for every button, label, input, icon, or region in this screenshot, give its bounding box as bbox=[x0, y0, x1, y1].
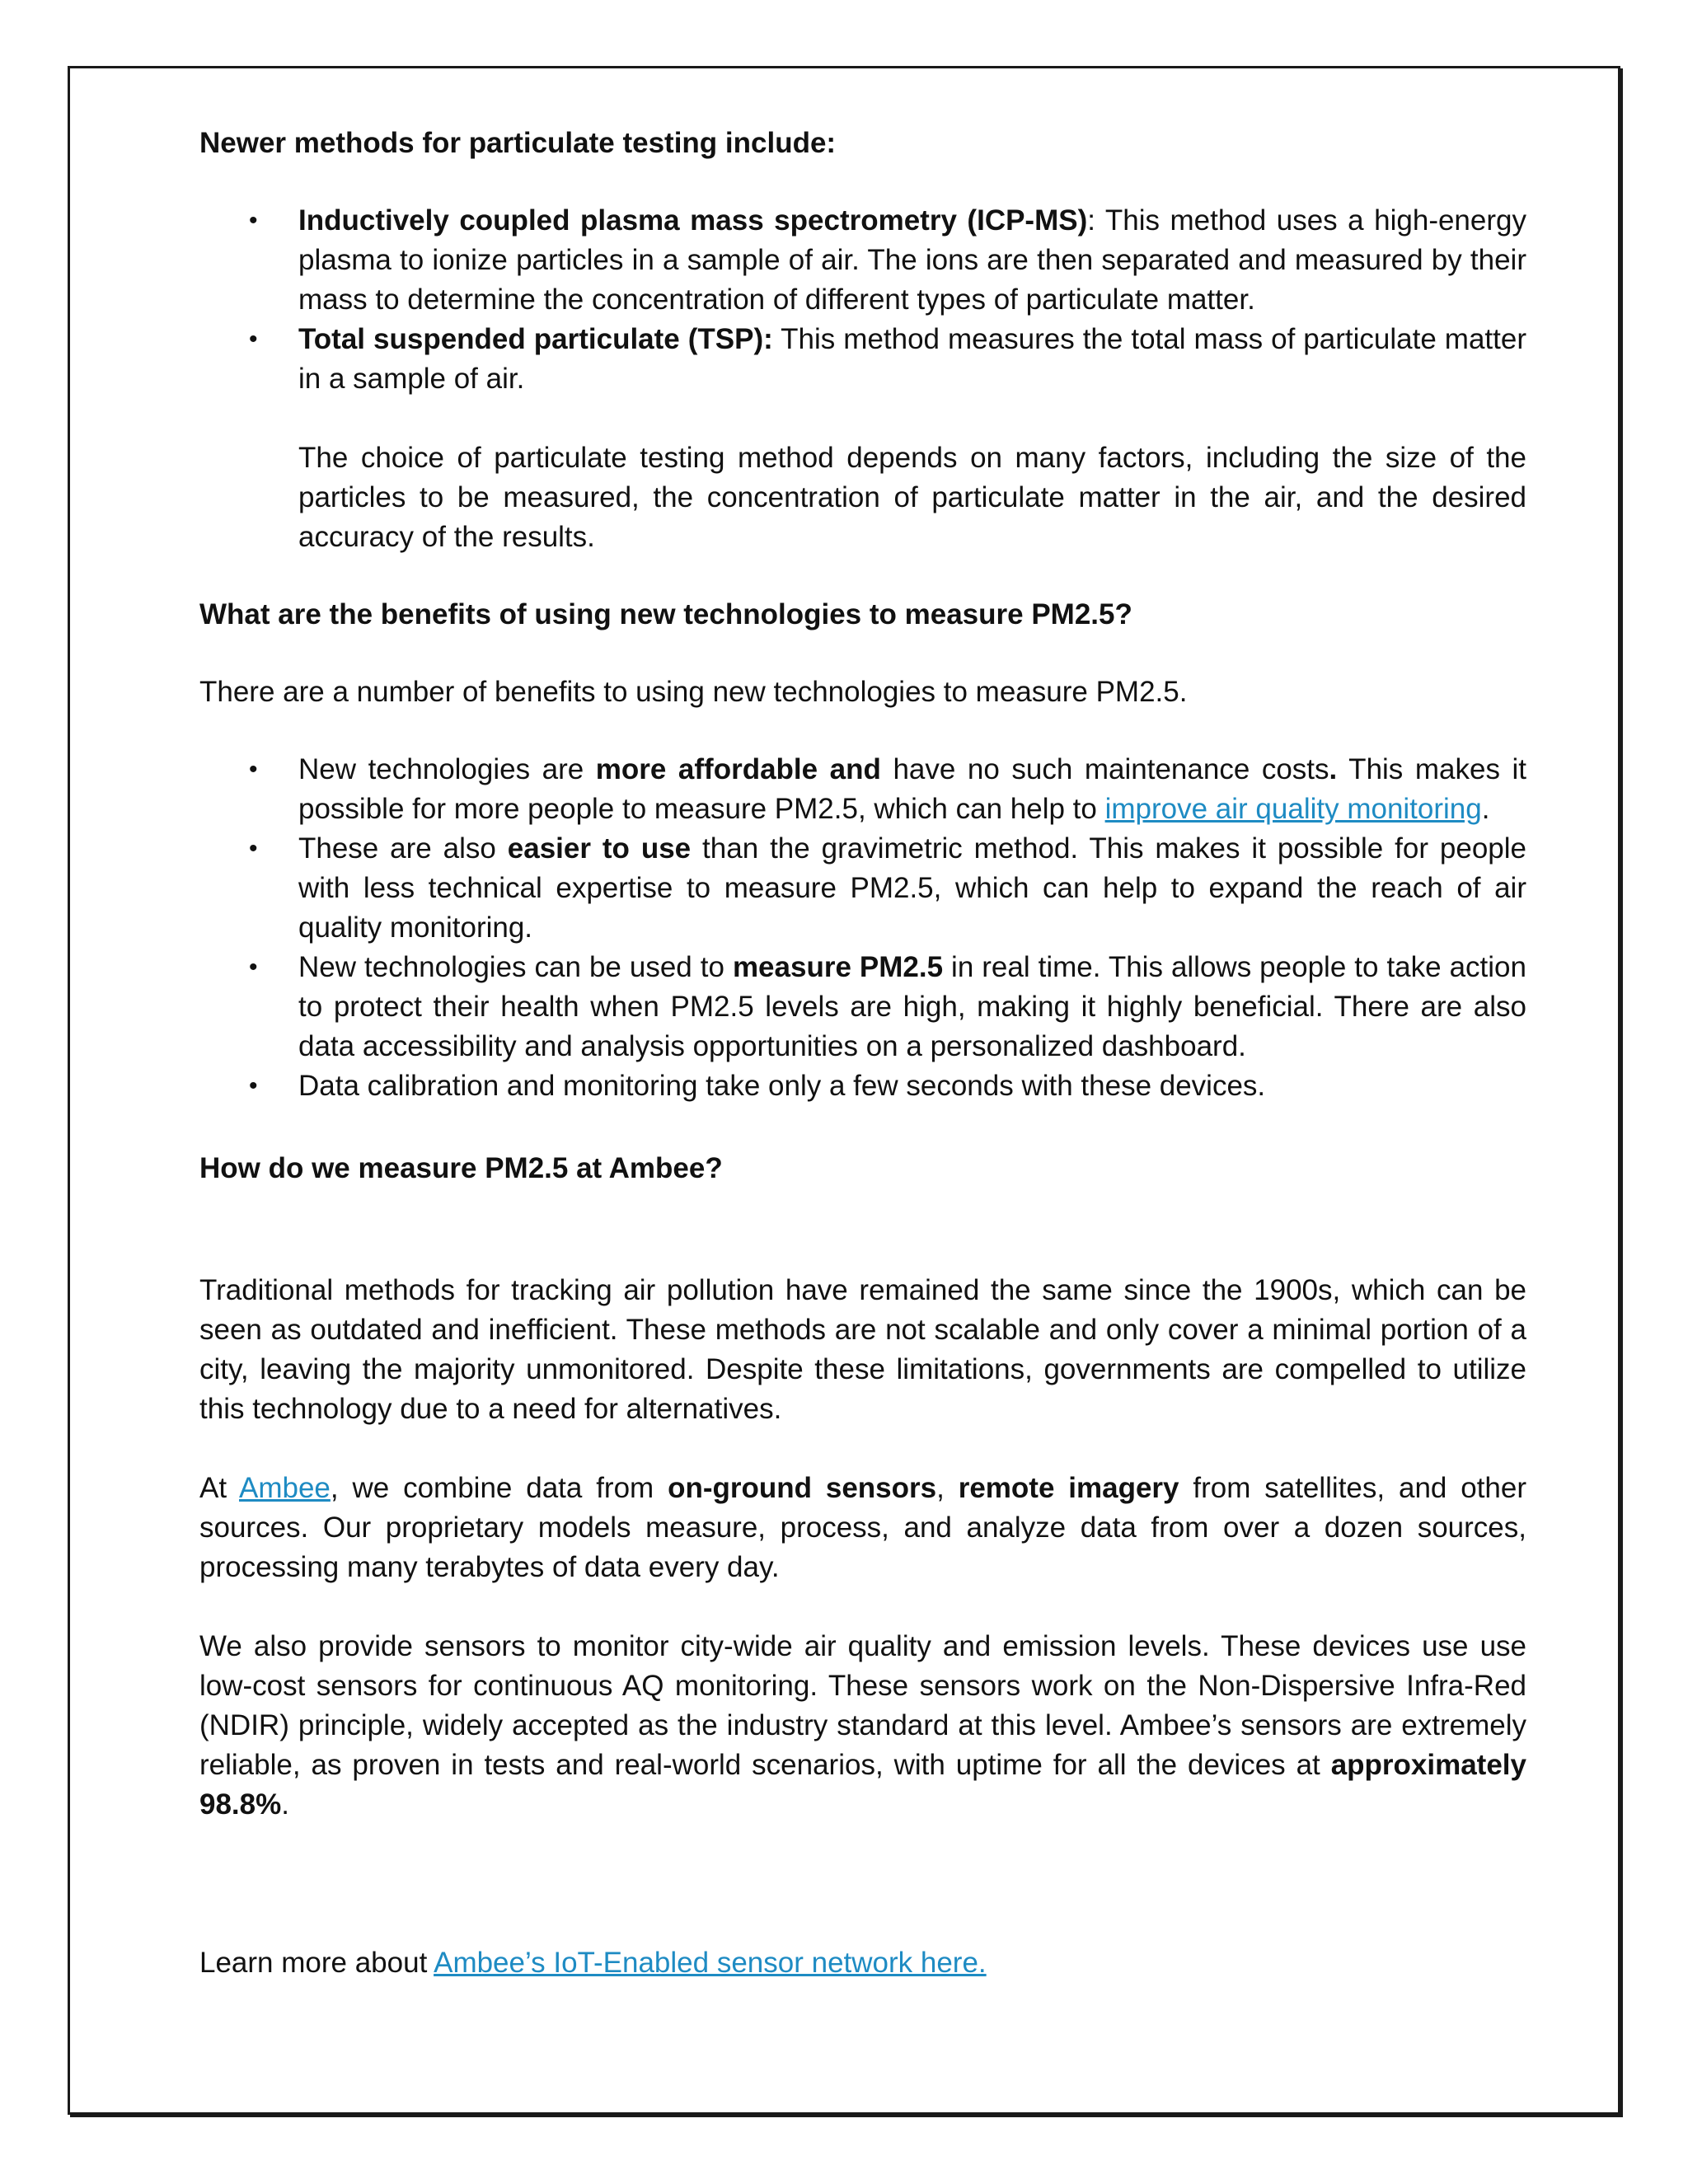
sensors-text-2: . bbox=[281, 1788, 289, 1821]
icp-ms-description: : This method uses a high-energy plasma to ionize particles in a sample of air. The ions are then separated and measured by their mass to determine the concentration of different types of particulate matter. bbox=[298, 204, 1526, 316]
bullet-icon: • bbox=[249, 954, 258, 981]
calibration-text: Data calibration and monitoring take only a few seconds with these devices. bbox=[298, 1070, 1266, 1102]
easier-text-2: than the gravimetric method. This makes it possible for people with less technical expertise to measure PM2.5, which can help to expand the reach of air quality monitoring. bbox=[298, 832, 1526, 944]
uptime-bold: approximately 98.8% bbox=[199, 1749, 1526, 1821]
affordable-text-3: This makes it possible for more people to measure PM2.5, which can help to bbox=[298, 753, 1526, 825]
heading-ambee: How do we measure PM2.5 at Ambee? bbox=[199, 1152, 723, 1184]
sensor-network-link[interactable]: Ambee’s IoT-Enabled sensor network here. bbox=[434, 1947, 987, 1979]
bullet-icon: • bbox=[249, 326, 258, 353]
affordable-bold-period: . bbox=[1329, 753, 1338, 785]
ambee-link[interactable]: Ambee bbox=[239, 1472, 331, 1504]
choice-paragraph: The choice of particulate testing method depends on many factors, including the size of the particles to be measured, the concentration of particulate matter in the air, and the desired accuracy of the results. bbox=[298, 442, 1526, 553]
ambee-text-2: , we combine data from bbox=[330, 1472, 668, 1504]
affordable-text-2: have no such maintenance costs bbox=[880, 753, 1329, 785]
bullet-icon: • bbox=[249, 207, 258, 234]
learn-more-paragraph bbox=[199, 1943, 1526, 1983]
list-item-affordable bbox=[199, 750, 1526, 829]
affordable-text-4: . bbox=[1481, 793, 1490, 825]
sensors-text-1: We also provide sensors to monitor city-wide air quality and emission levels. These devices use use low-cost sensors for continuous AQ monitoring. These sensors work on the Non-Dispersive Infra-Red (NDIR) principle, widely accepted as the industry standard at this level. Ambee’s sensors are extremely reliable, as proven in tests and real-world scenarios, with uptime for all the devices at bbox=[199, 1630, 1526, 1781]
real-time-bold: measure PM2.5 bbox=[732, 951, 944, 983]
bullet-icon: • bbox=[249, 835, 258, 862]
easier-bold: easier to use bbox=[507, 832, 692, 865]
easier-text-1: These are also bbox=[298, 832, 508, 865]
ambee-text-4: from satellites, and other sources. Our proprietary models measure, process, and analyze data from over a dozen sources, processing many terabytes of data every day. bbox=[199, 1472, 1527, 1583]
improve-air-quality-link[interactable]: improve air quality monitoring bbox=[1104, 793, 1482, 825]
tsp-term: Total suspended particulate (TSP): bbox=[298, 323, 773, 355]
real-time-text-2: in real time. This allows people to take action to protect their health when PM2.5 levels are high, making it highly beneficial. There are also data accessibility and analysis opportunities on a personalized dashboard. bbox=[298, 951, 1526, 1062]
sensors-paragraph bbox=[199, 1627, 1526, 1825]
document-content bbox=[199, 124, 1526, 1983]
bullet-icon: • bbox=[249, 1072, 258, 1099]
ambee-text-3: , bbox=[936, 1472, 959, 1504]
ambee-text-1: At bbox=[199, 1472, 239, 1504]
list-item-easier bbox=[199, 829, 1526, 948]
on-ground-sensors-bold: on-ground sensors bbox=[668, 1472, 937, 1504]
affordable-text-1: New technologies are bbox=[298, 753, 596, 785]
learn-more-text: Learn more about bbox=[199, 1947, 434, 1979]
newer-methods-list bbox=[199, 201, 1526, 399]
real-time-text-1: New technologies can be used to bbox=[298, 951, 733, 983]
remote-imagery-bold: remote imagery bbox=[958, 1472, 1179, 1504]
ambee-paragraph bbox=[199, 1469, 1526, 1587]
icp-ms-term: Inductively coupled plasma mass spectrometry (ICP-MS) bbox=[298, 204, 1088, 237]
bullet-icon: • bbox=[249, 756, 258, 783]
traditional-paragraph: Traditional methods for tracking air pollution have remained the same since the 1900s, which can be seen as outdated and inefficient. These methods are not scalable and only cover a minimal portion of a city, leaving the majority unmonitored. Despite these limitations, governments are compelled to utilize this technology due to a need for alternatives. bbox=[199, 1274, 1526, 1425]
heading-newer-methods: Newer methods for particulate testing include: bbox=[199, 127, 837, 159]
list-item-real-time bbox=[199, 948, 1526, 1066]
list-item-tsp bbox=[199, 320, 1526, 399]
list-item-icp-ms bbox=[199, 201, 1526, 320]
benefits-intro: There are a number of benefits to using new technologies to measure PM2.5. bbox=[199, 676, 1188, 708]
heading-benefits: What are the benefits of using new technologies to measure PM2.5? bbox=[199, 598, 1132, 630]
tsp-description: This method measures the total mass of particulate matter in a sample of air. bbox=[298, 323, 1526, 395]
benefits-list bbox=[199, 750, 1526, 1106]
list-item-calibration bbox=[199, 1066, 1526, 1106]
affordable-bold: more affordable and bbox=[595, 753, 881, 785]
